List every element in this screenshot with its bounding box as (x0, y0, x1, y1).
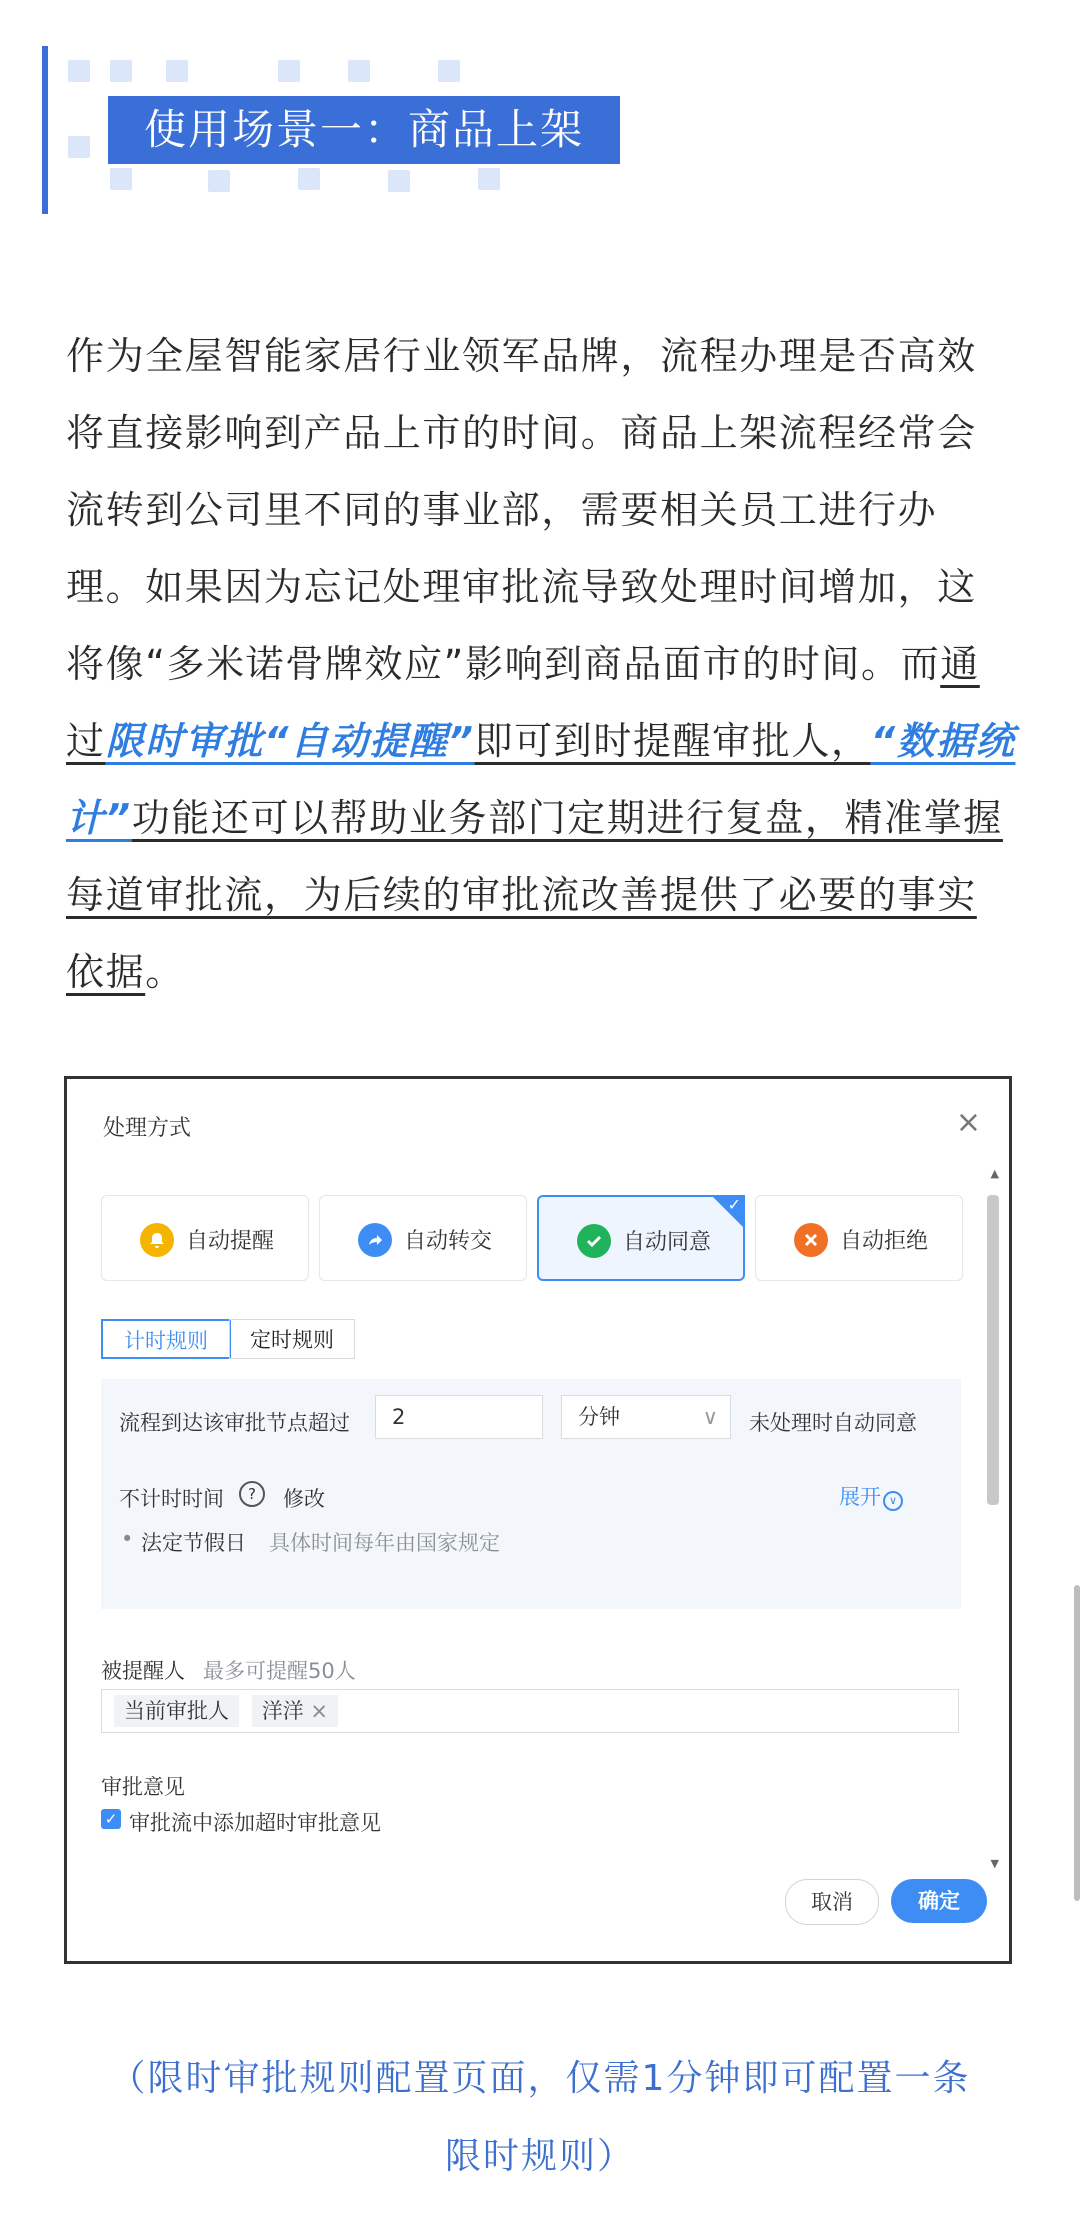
nontiming-label: 不计时时间 (119, 1487, 224, 1511)
dialog-screenshot (64, 1076, 1012, 1964)
confirm-button[interactable]: 确定 (891, 1879, 987, 1923)
tag-close-icon[interactable]: × (310, 1699, 328, 1723)
unit-select[interactable] (561, 1395, 731, 1439)
unit-value: 分钟 (578, 1405, 620, 1429)
tab-scheduled-rule[interactable]: 定时规则 (229, 1319, 355, 1359)
edit-link[interactable]: 修改 (283, 1487, 325, 1511)
reminder-select[interactable] (101, 1689, 959, 1733)
underlined-text: 通过 (66, 642, 980, 763)
paragraph-end: 。 (145, 950, 185, 994)
bell-icon (140, 1223, 174, 1257)
highlight-data-stats: “数据统计” (66, 719, 1016, 840)
opinion-label: 审批意见 (101, 1775, 185, 1799)
tab-timing-rule[interactable]: 计时规则 (101, 1319, 231, 1359)
figure-caption (80, 2040, 1000, 2196)
cancel-button[interactable]: 取消 (785, 1879, 879, 1925)
underlined-text: 功能还可以帮助业务部门定期进行复盘，精准掌握每道审批流，为后续的审批流改善提供了必要的事实依据 (66, 796, 1003, 994)
dialog-title: 处理方式 (103, 1116, 192, 1141)
forward-icon (358, 1223, 392, 1257)
dialog-scroll-thumb[interactable] (987, 1195, 999, 1505)
chevron-down-icon: ∨ (702, 1405, 718, 1429)
tag-current-approver: 当前审批人 (114, 1695, 239, 1727)
selected-check-icon: ✓ (727, 1195, 741, 1214)
mode-options (101, 1195, 1007, 1287)
mode-label: 自动拒绝 (840, 1229, 929, 1254)
expand-label: 展开 (839, 1485, 881, 1509)
rule-prefix: 流程到达该审批节点超过 (119, 1411, 350, 1435)
highlight-auto-remind: 限时审批“自动提醒” (105, 719, 475, 763)
scroll-up-icon[interactable]: ▲ (990, 1167, 999, 1180)
bullet-dot: • (121, 1527, 134, 1551)
tag-user (252, 1695, 338, 1727)
scroll-down-icon[interactable]: ▼ (990, 1857, 999, 1870)
rule-panel (101, 1379, 961, 1609)
mode-auto-reject[interactable] (755, 1195, 963, 1281)
mode-label: 自动同意 (623, 1230, 712, 1255)
help-icon[interactable]: ? (239, 1481, 265, 1507)
caption-line-2: 限时规则） (444, 2136, 635, 2177)
section-accent-bar (42, 46, 48, 214)
mode-auto-remind[interactable] (101, 1195, 309, 1281)
reject-icon (794, 1223, 828, 1257)
chevron-circle-icon: ∨ (883, 1491, 903, 1511)
underlined-text: 即可到时提醒审批人， (474, 719, 871, 763)
close-icon[interactable]: × (955, 1105, 981, 1140)
section-title: 使用场景一：商品上架 (108, 96, 620, 164)
caption-line-1: （限时审批规则配置页面，仅需1分钟即可配置一条 (109, 2058, 971, 2099)
mode-auto-approve[interactable] (537, 1195, 745, 1281)
opinion-checkbox-label: 审批流中添加超时审批意见 (129, 1811, 381, 1835)
tag-label: 洋洋 (261, 1699, 304, 1723)
holiday-name: 法定节假日 (141, 1531, 246, 1555)
mode-auto-forward[interactable] (319, 1195, 527, 1281)
holiday-desc: 具体时间每年由国家规定 (269, 1531, 500, 1555)
paragraph-text: 作为全屋智能家居行业领军品牌，流程办理是否高效将直接影响到产品上市的时间。商品上架流程经常会流转到公司里不同的事业部，需要相关员工进行办理。如果因为忘记处理审批流导致处理时间增加，这将像“多米诺骨牌效应”影响到商品面市的时间。而 (66, 334, 977, 686)
mode-label: 自动提醒 (186, 1229, 275, 1254)
page-scrollbar[interactable] (1074, 1585, 1080, 1901)
opinion-checkbox[interactable]: ✓ (101, 1809, 121, 1829)
expand-link[interactable] (839, 1481, 903, 1511)
remind-label: 被提醒人 (101, 1659, 185, 1683)
check-icon (577, 1224, 611, 1258)
duration-input[interactable]: 2 (375, 1395, 543, 1439)
mode-label: 自动转交 (404, 1229, 493, 1254)
remind-hint: 最多可提醒50人 (203, 1659, 356, 1683)
article-paragraph (66, 318, 1016, 1011)
rule-suffix: 未处理时自动同意 (749, 1411, 917, 1435)
